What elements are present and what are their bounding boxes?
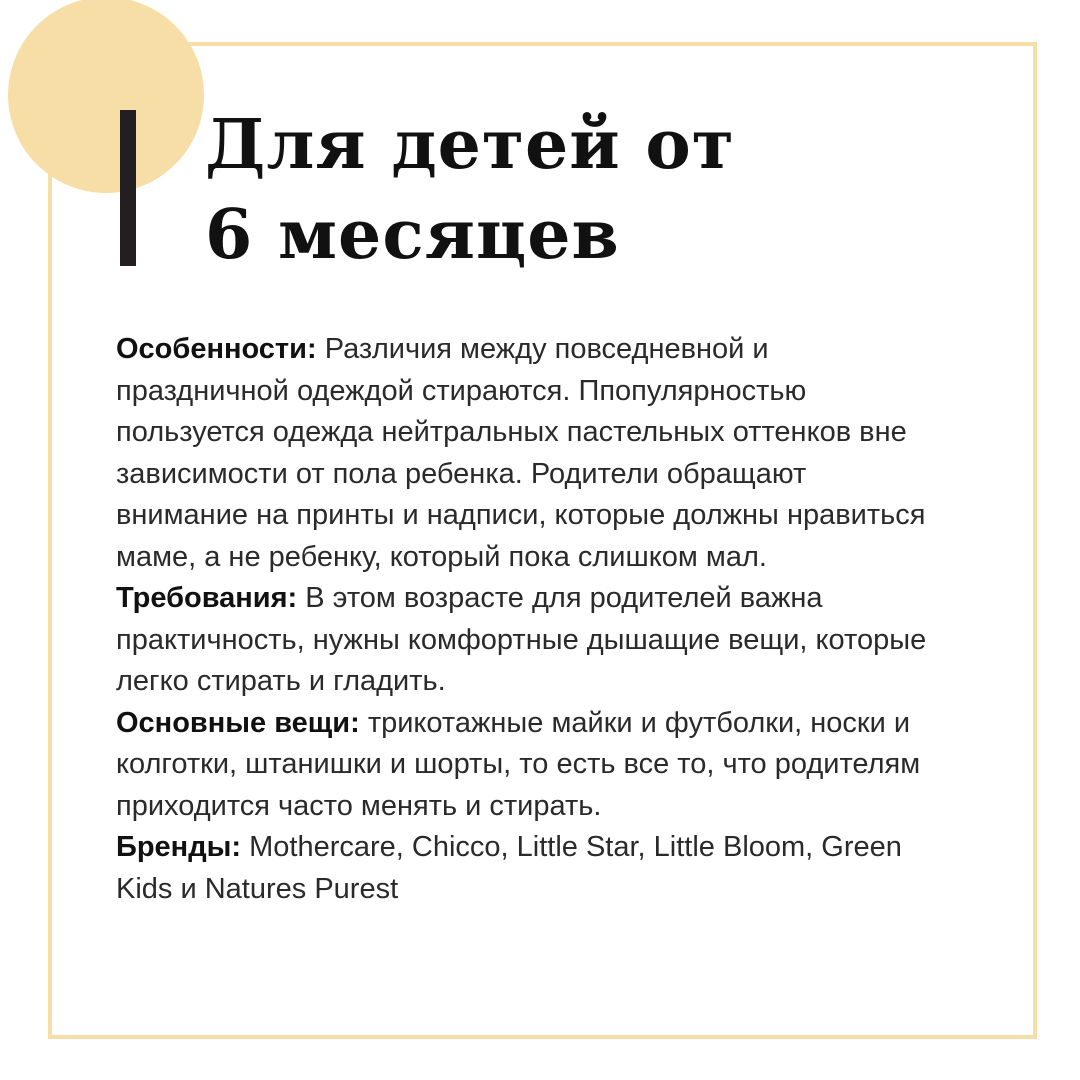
section-label: Особенности: <box>116 333 317 365</box>
title-accent-bar <box>120 110 136 266</box>
section-text: Mothercare, Chicco, Little Star, Little Bloom, Green Kids и Natures Purest <box>116 831 902 905</box>
title-line-1: Для детей от <box>205 105 735 185</box>
section-label: Бренды: <box>116 831 242 863</box>
section-features <box>116 329 936 578</box>
page-title <box>205 100 735 280</box>
title-line-2: 6 месяцев <box>205 195 620 275</box>
section-essentials <box>116 703 936 828</box>
section-label: Основные вещи: <box>116 706 360 739</box>
section-text: Различия между повседневной и праздничной одеждой стираются. Ппопулярностью пользуется одежда нейтральных пастельных оттенков вне зависимости от пола ребенка. Родители обращают внимание на принты и надписи, которые должны нравиться маме, а не ребенку, который пока слишком мал. <box>116 333 926 573</box>
section-brands <box>116 827 936 910</box>
description-body <box>116 329 936 910</box>
section-label: Требования: <box>116 582 298 614</box>
section-requirements <box>116 578 936 703</box>
section-text: трикотажные майки и футболки, носки и колготки, штанишки и шорты, то есть все то, что родителям приходится часто менять и стирать. <box>116 706 921 822</box>
section-text: В этом возрасте для родителей важна практичность, нужны комфортные дышащие вещи, которые легко стирать и гладить. <box>116 582 927 697</box>
